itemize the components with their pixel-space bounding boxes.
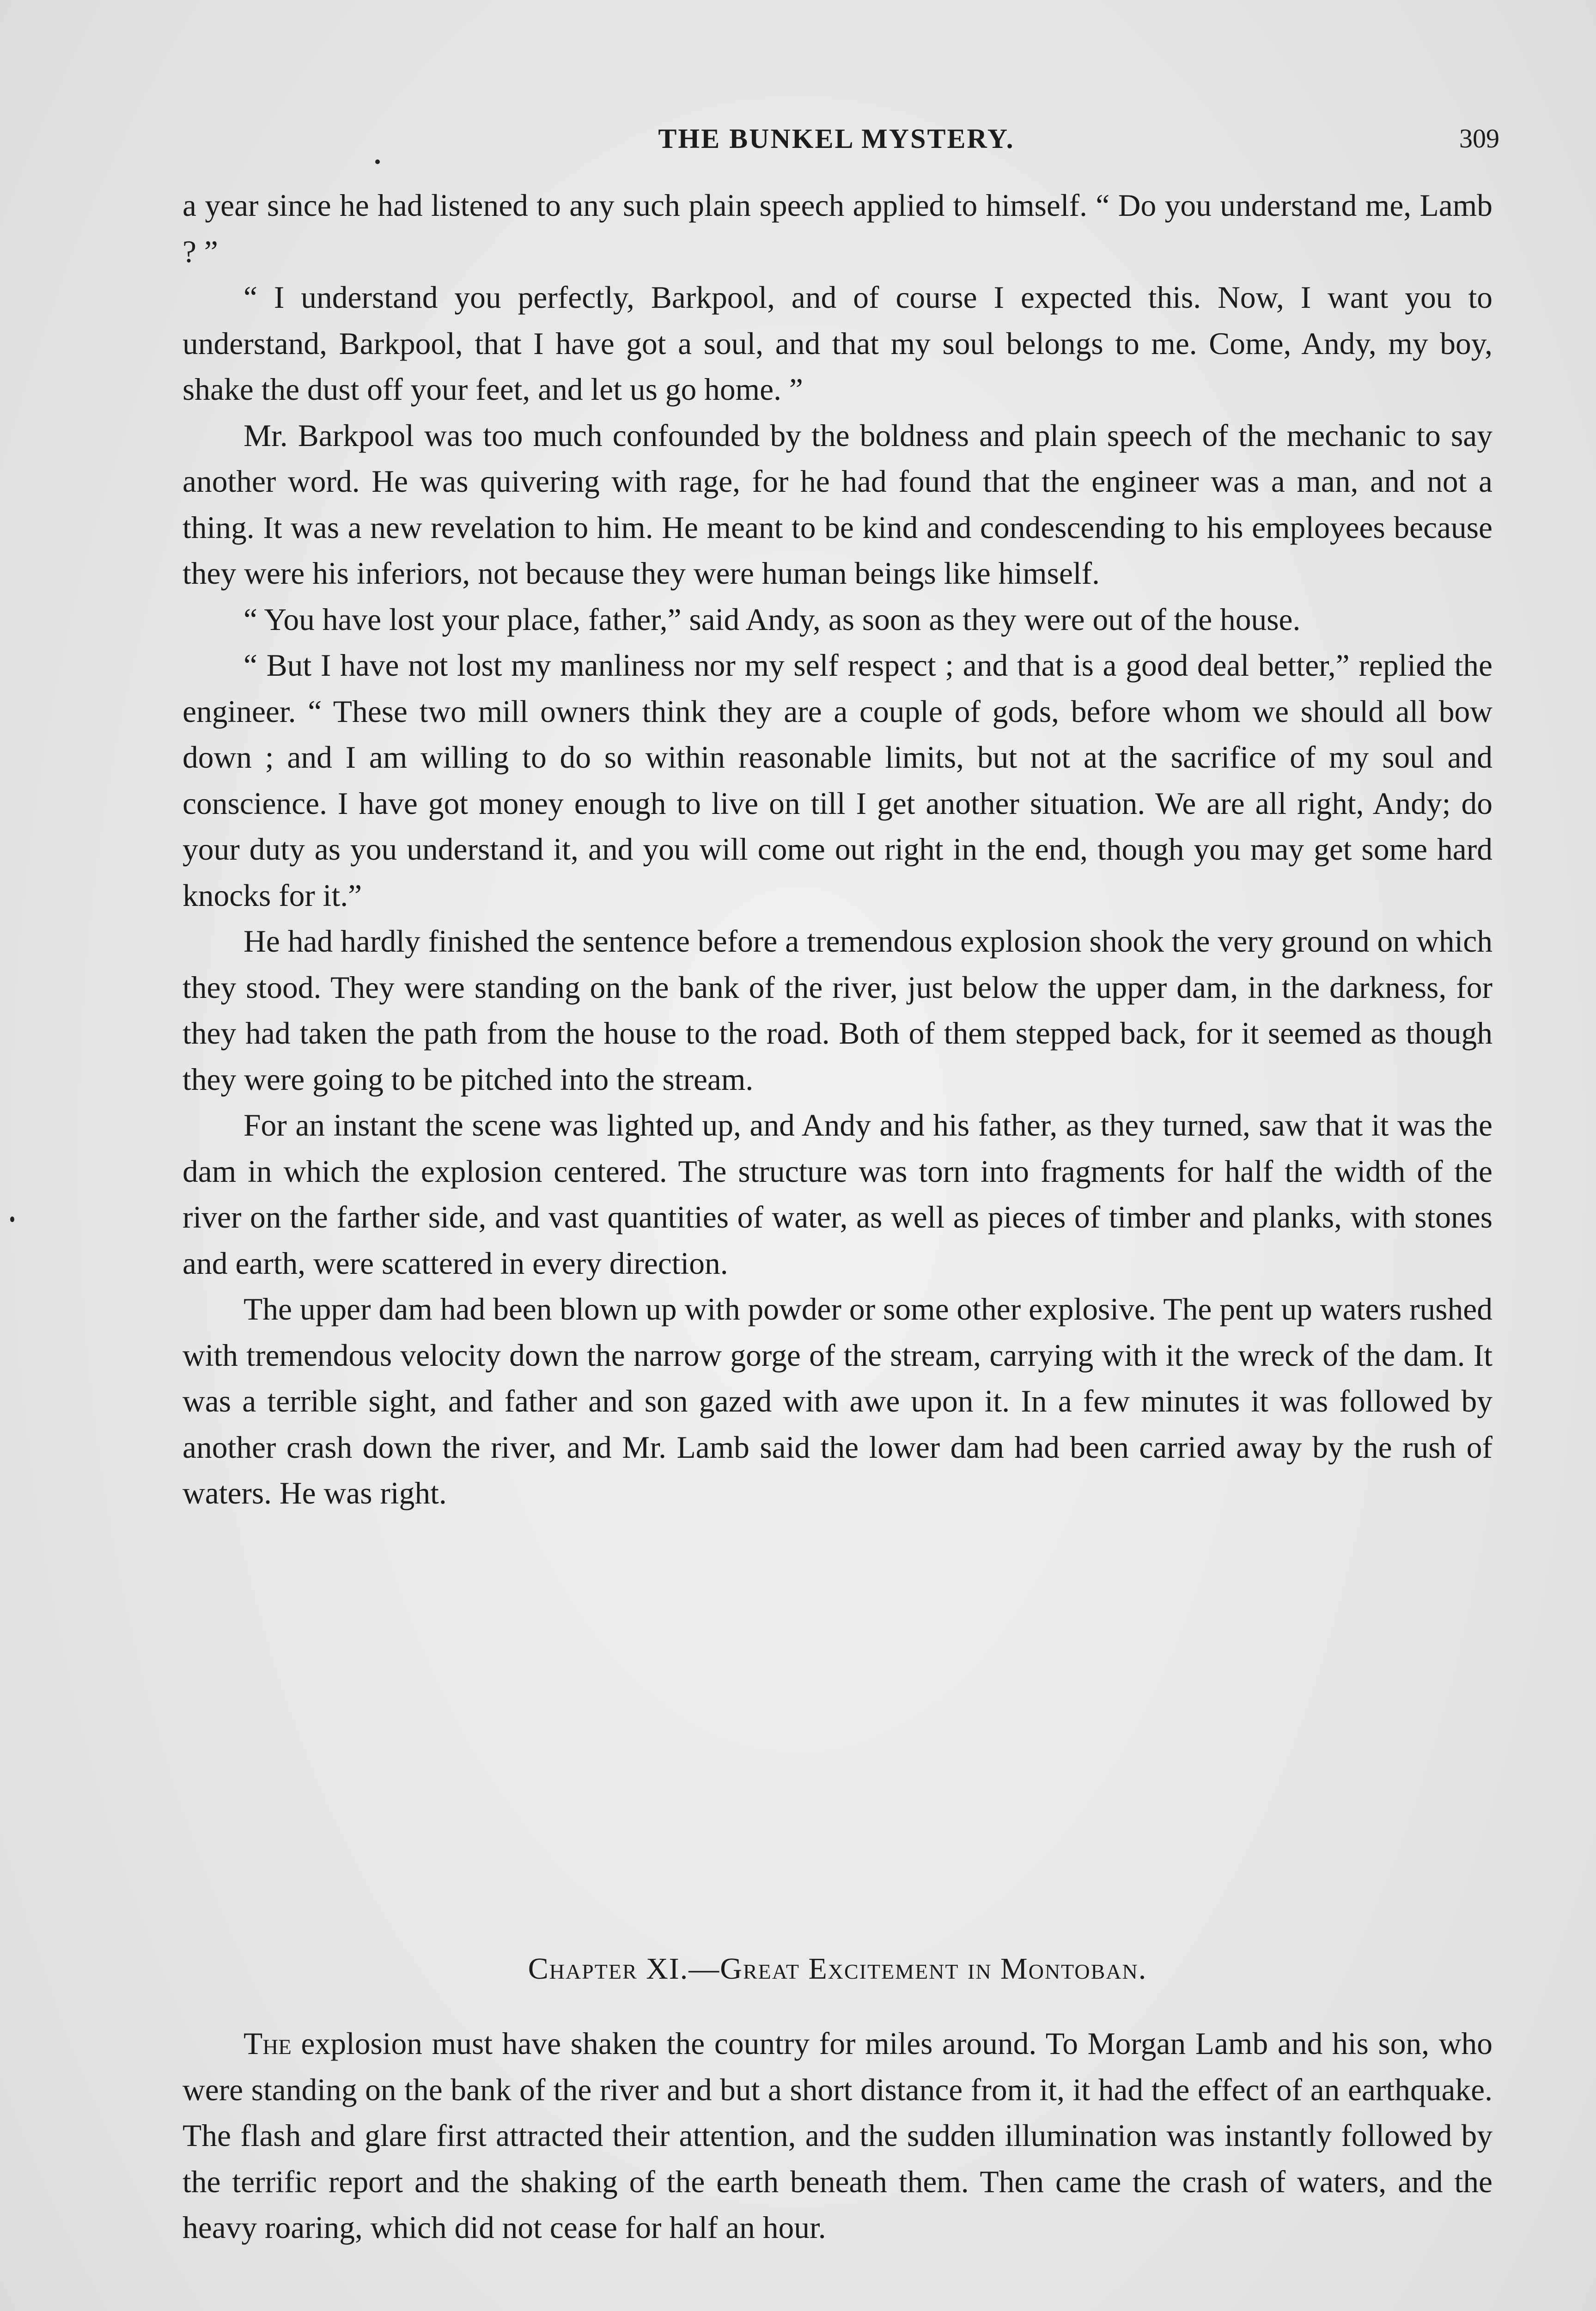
- page-number: 309: [1459, 123, 1499, 153]
- chapter-lead-word: The: [244, 2026, 292, 2061]
- chapter-heading: Chapter XI.—Great Excitement in Montoban.: [528, 1952, 1147, 1986]
- body-text: [183, 183, 1492, 1516]
- paragraph: a year since he had listened to any such plain speech applied to himself. “ Do you understand me, Lamb ? ”: [183, 188, 1492, 269]
- paragraph: He had hardly finished the sentence before a tremendous explosion shook the very ground on which they stood. They were standing on the bank of the river, just below the upper dam, in the darkness, for they had taken the path from the house to the road. Both of them stepped back, for it seemed as though they were going to be pitched into the stream.: [183, 924, 1492, 1097]
- running-head: [183, 118, 1499, 159]
- paragraph: Mr. Barkpool was too much confounded by the boldness and plain speech of the mechanic to say another word. He was quivering with rage, for he had found that the engineer was a man, and not a thing. It was a new revelation to him. He meant to be kind and condescending to his employees because they were his inferiors, not because they were human beings like himself.: [183, 418, 1492, 591]
- chapter-opening-paragraph: [183, 2021, 1492, 2251]
- paragraph: “ You have lost your place, father,” said Andy, as soon as they were out of the house.: [244, 602, 1301, 637]
- print-speck: [10, 1217, 14, 1222]
- print-speck: [375, 159, 380, 164]
- chapter-paragraph-text: explosion must have shaken the country for miles around. To Morgan Lamb and his son, who were standing on the bank of the river and but a short distance from it, it had the effect of an earthquake. The flash and glare first attracted their attention, and the sudden illumination was instantly followed by the terrific report and the shaking of the earth beneath them. Then came the crash of waters, and the heavy roaring, which did not cease for half an hour.: [183, 2026, 1492, 2245]
- paragraph: The upper dam had been blown up with powder or some other explosive. The pent up waters rushed with tremendous velocity down the narrow gorge of the stream, carrying with it the wreck of the dam. It was a terrible sight, and father and son gazed with awe upon it. In a few minutes it was followed by another crash down the river, and Mr. Lamb said the lower dam had been carried away by the rush of waters. He was right.: [183, 1292, 1492, 1510]
- paragraph: For an instant the scene was lighted up, and Andy and his father, as they turned, saw that it was the dam in which the explosion centered. The structure was torn into fragments for half the width of the river on the farther side, and vast quantities of water, as well as pieces of timber and planks, with stones and earth, were scattered in every direction.: [183, 1108, 1492, 1281]
- paragraph: “ I understand you perfectly, Barkpool, and of course I expected this. Now, I want you to understand, Barkpool, that I have got a soul, and that my soul belongs to me. Come, Andy, my boy, shake the dust off your feet, and let us go home. ”: [183, 280, 1492, 407]
- running-title: THE BUNKEL MYSTERY.: [658, 123, 1015, 154]
- paragraph: “ But I have not lost my manliness nor my self respect ; and that is a good deal better,” replied the engineer. “ These two mill owners think they are a couple of gods, before whom we should all bow down ; and I am willing to do so within reasonable limits, but not at the sacrifice of my soul and conscience. I have got money enough to live on till I get another situation. We are all right, Andy; do your duty as you understand it, and you will come out right in the end, though you may get some hard knocks for it.”: [183, 648, 1492, 913]
